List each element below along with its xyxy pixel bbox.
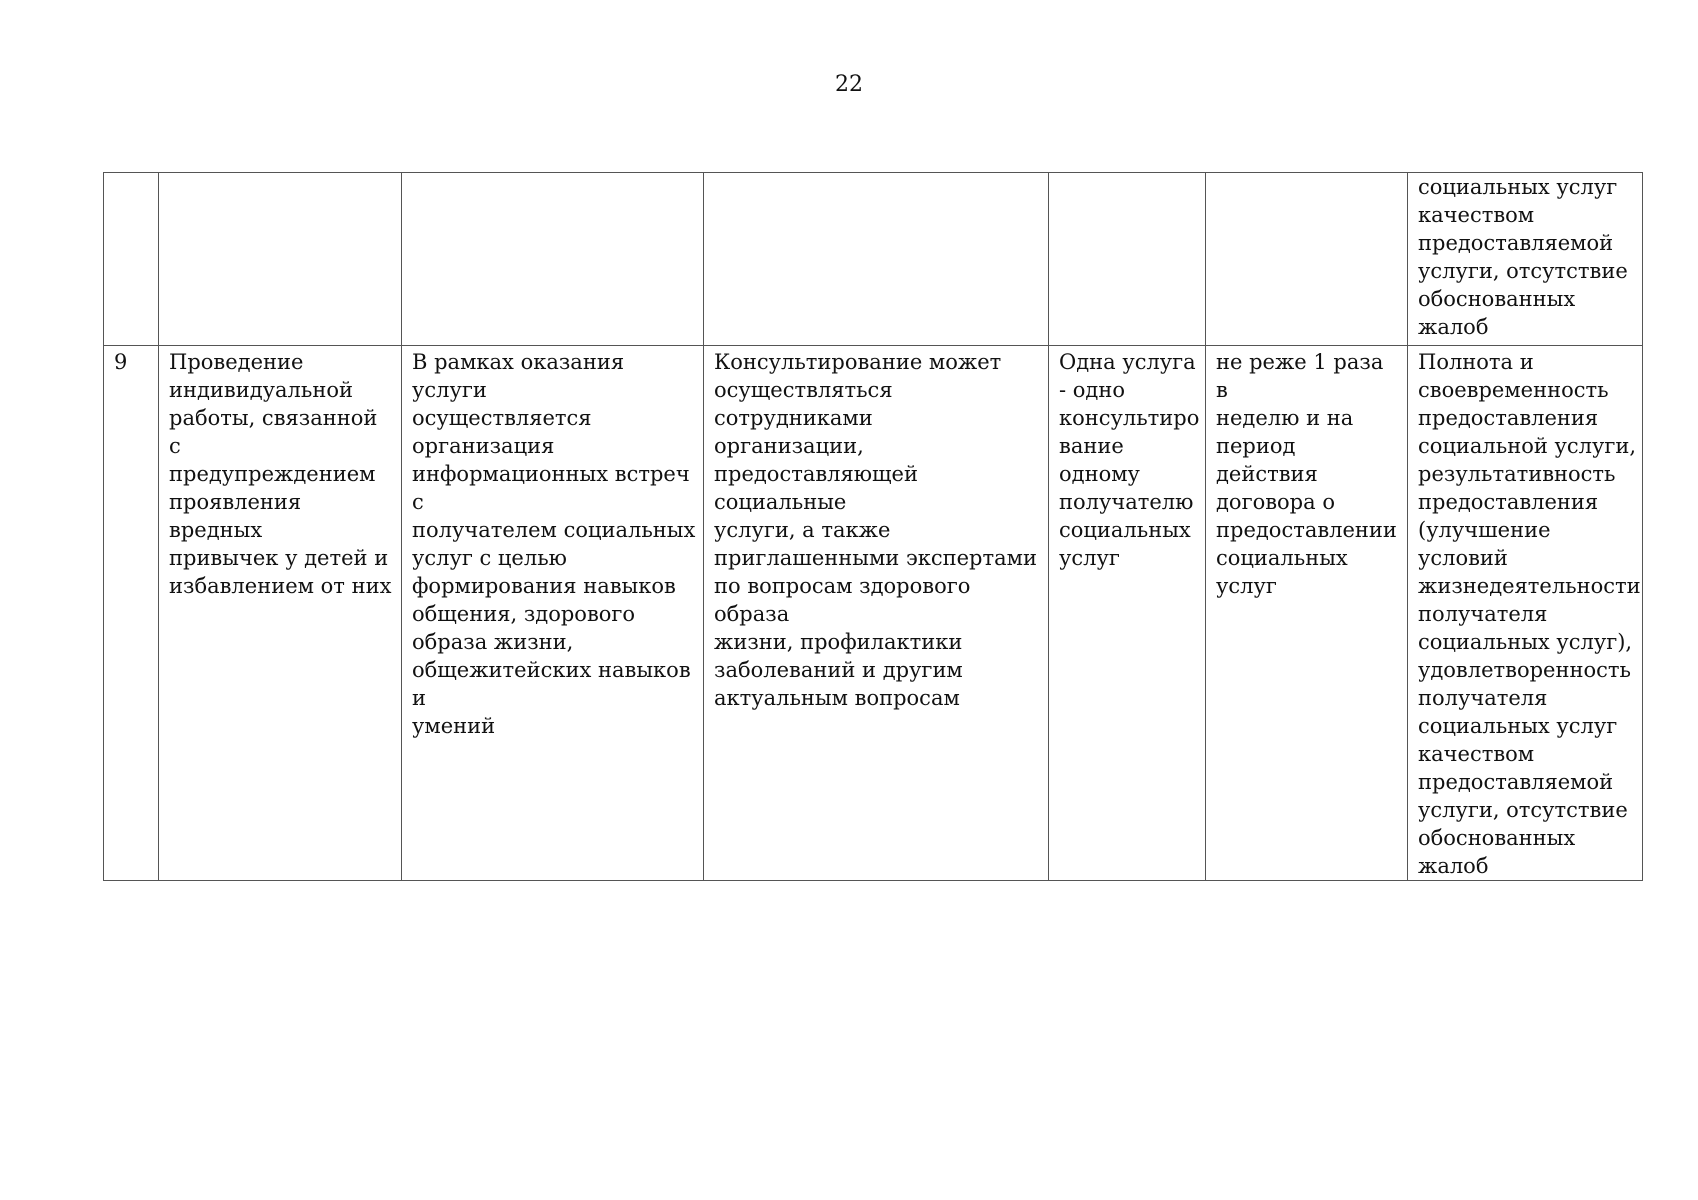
cell-service-volume bbox=[1049, 173, 1206, 346]
cell-quality-indicators: Полнота и своевременность предоставления социальной услуги, результативность предоставления (улучшение условий жизнедеятельности получателя социальных услуг), удовлетворенность получателя социальных услуг качеством предоставляемой услуги, отсутствие обоснованных жалоб bbox=[1408, 346, 1643, 881]
page-number: 22 bbox=[835, 72, 863, 97]
services-table bbox=[103, 172, 1643, 881]
cell-service-frequency: не реже 1 раза в неделю и на период действия договора о предоставлении социальных услуг bbox=[1206, 346, 1408, 881]
table-row-continued bbox=[104, 173, 1643, 346]
cell-service-description: В рамках оказания услуги осуществляется организация информационных встреч с получателем социальных услуг с целью формирования навыков общения, здорового образа жизни, общежитейских навыков и умений bbox=[402, 346, 704, 881]
cell-service-name bbox=[159, 173, 402, 346]
cell-service-conditions: Консультирование может осуществляться сотрудниками организации, предоставляющей социальные услуги, а также приглашенными экспертами по вопросам здорового образа жизни, профилактики заболеваний и другим актуальным вопросам bbox=[704, 346, 1049, 881]
cell-service-name: Проведение индивидуальной работы, связанной с предупреждением проявления вредных привычек у детей и избавлением от них bbox=[159, 346, 402, 881]
cell-number bbox=[104, 173, 159, 346]
cell-service-conditions bbox=[704, 173, 1049, 346]
cell-number: 9 bbox=[104, 346, 159, 881]
cell-service-frequency bbox=[1206, 173, 1408, 346]
table-row-9 bbox=[104, 346, 1643, 881]
cell-quality-indicators: социальных услуг качеством предоставляемой услуги, отсутствие обоснованных жалоб bbox=[1408, 173, 1643, 346]
cell-service-volume: Одна услуга - одно консультиро вание одному получателю социальных услуг bbox=[1049, 346, 1206, 881]
cell-service-description bbox=[402, 173, 704, 346]
